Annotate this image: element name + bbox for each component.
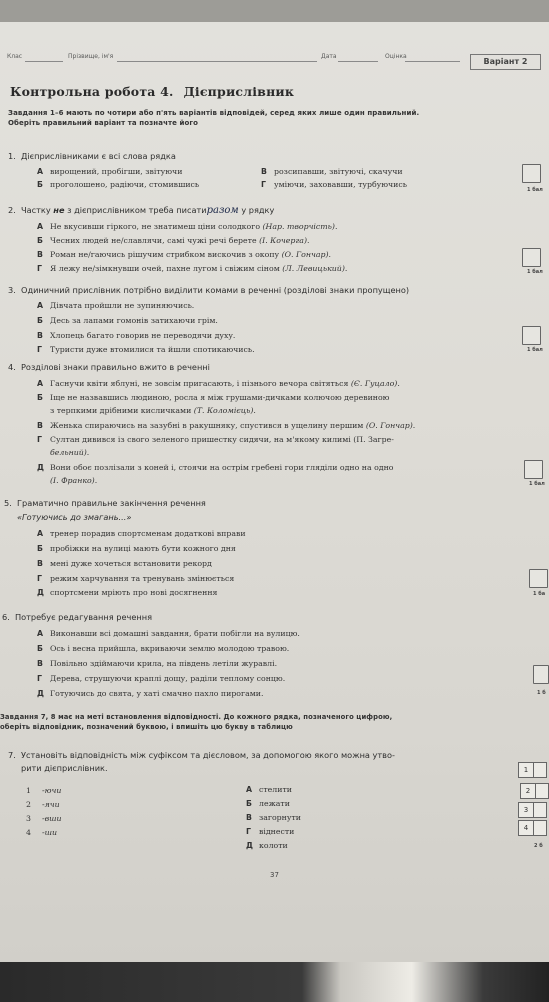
- title-topic: Дієприслівник: [183, 84, 295, 99]
- option-letter: Б: [37, 393, 43, 402]
- suffix-number: 2: [26, 800, 31, 809]
- option-2-a[interactable]: [37, 222, 337, 231]
- grid-row-4-answer[interactable]: [534, 820, 547, 836]
- instructions-7-8: [0, 712, 392, 732]
- answer-box-6[interactable]: [533, 665, 549, 684]
- option-6-g[interactable]: [37, 674, 285, 683]
- variant-badge: Варіант 2: [470, 54, 541, 70]
- verb-letter: А: [246, 785, 253, 794]
- option-4-g[interactable]: [37, 435, 394, 444]
- question-6: [2, 612, 152, 622]
- option-text: Я лежу не/зімкнувши очей, пахне лугом і свіжим сіном: [50, 264, 280, 273]
- verb-text: загорнути: [259, 813, 301, 822]
- option-letter: Г: [37, 435, 42, 444]
- answer-box-1[interactable]: [522, 164, 541, 183]
- question-text: Розділові знаки правильно вжито в реченні: [21, 362, 210, 372]
- question-text-ne: не: [53, 205, 65, 215]
- answer-box-4[interactable]: [524, 460, 543, 479]
- question-7-cont: рити дієприслівник.: [21, 763, 108, 773]
- option-letter: Г: [37, 345, 42, 354]
- option-source: (І. Кочерга).: [259, 236, 310, 245]
- page-title: [10, 84, 294, 99]
- option-text: Султан дивився із свого зеленого пришестку сидячи, на м'якому килимі (П. Загре-: [50, 435, 394, 444]
- option-letter: Д: [37, 588, 44, 597]
- option-text: Готуючись до свята, у хаті смачно пахло пирогами.: [50, 689, 264, 698]
- option-text: Не вкусивши гіркого, не знатимеш ціни солодкого: [50, 222, 261, 231]
- points-5: 1 ба: [533, 591, 546, 597]
- suffix-number: 1: [26, 786, 31, 795]
- option-text: режим харчування та тренувань змінюється: [50, 574, 235, 583]
- question-number: 2.: [8, 205, 16, 215]
- option-text: Чесних людей не/славлячи, самі чужі речі берете: [50, 236, 257, 245]
- option-4-v[interactable]: [37, 421, 415, 430]
- suffix-4: [26, 828, 57, 837]
- instruction-line: оберіть відповідник, позначений буквою, і впишіть цю букву в таблицю: [0, 723, 293, 731]
- option-text: з терпкими дрібними кисличками: [50, 406, 192, 415]
- question-5: [4, 498, 206, 508]
- verb-v: [246, 813, 301, 822]
- option-5-b[interactable]: [37, 544, 236, 553]
- class-label: Клас: [7, 53, 23, 60]
- answer-box-5[interactable]: [529, 569, 548, 588]
- option-6-a[interactable]: [37, 629, 300, 638]
- option-letter: Г: [37, 574, 42, 583]
- question-number: 7.: [8, 750, 16, 760]
- suffix-text: -ячи: [42, 800, 60, 809]
- option-source: (О. Гончар).: [365, 421, 416, 430]
- option-text: Виконавши всі домашні завдання, брати побігли на вулицю.: [50, 629, 300, 638]
- option-text: Вони обоє позлізали з коней і, стоячи на острім гребені гори гляділи одно на одно: [50, 463, 394, 472]
- question-number: 4.: [8, 362, 16, 372]
- option-letter: А: [37, 629, 44, 638]
- question-3: [8, 285, 409, 295]
- option-letter: Б: [37, 236, 43, 245]
- option-letter: В: [37, 659, 43, 668]
- option-1-g[interactable]: [261, 180, 407, 189]
- option-text: тренер порадив спортсменам додаткові вправи: [50, 529, 246, 538]
- option-letter: А: [37, 529, 44, 538]
- option-3-a[interactable]: [37, 301, 194, 310]
- option-letter: А: [37, 222, 44, 231]
- option-letter: А: [37, 301, 44, 310]
- question-text: Потребує редагування речення: [15, 612, 153, 622]
- option-source: (О. Гончар).: [281, 250, 332, 259]
- option-5-a[interactable]: [37, 529, 246, 538]
- verb-d: [246, 841, 288, 850]
- suffix-text: -ши: [42, 828, 58, 837]
- name-field[interactable]: [117, 61, 317, 62]
- question-text: Установіть відповідність між суфіксом та дієсловом, за допомогою якого можна утво-: [21, 750, 395, 760]
- option-letter: В: [37, 250, 43, 259]
- option-5-g[interactable]: [37, 574, 234, 583]
- option-text: розсипавши, звітуючі, скачучи: [274, 167, 403, 176]
- option-4-d-cont: [50, 476, 97, 485]
- option-letter: Б: [37, 544, 43, 553]
- option-letter: Б: [37, 316, 43, 325]
- suffix-number: 4: [26, 828, 31, 837]
- option-4-a[interactable]: [37, 379, 400, 388]
- option-text: Ось і весна прийшла, вкриваючи землю молодою травою.: [50, 644, 290, 653]
- option-letter: Д: [37, 463, 44, 472]
- option-3-b[interactable]: [37, 316, 218, 325]
- option-text: вирощений, пробігши, звітуючи: [50, 167, 183, 176]
- option-text: проголошено, радіючи, стомившись: [50, 180, 200, 189]
- question-5-subtext: «Готуючись до змагань...»: [17, 512, 132, 522]
- option-1-v[interactable]: [261, 167, 403, 176]
- option-text: Повільно здіймаючи крила, на південь летіли журавлі.: [50, 659, 278, 668]
- option-letter: Б: [37, 644, 43, 653]
- option-4-g-cont: [50, 448, 89, 457]
- question-1: [8, 151, 176, 161]
- option-2-b[interactable]: [37, 236, 309, 245]
- option-text: пробіжки на вулиці мають бути кожного дня: [50, 544, 236, 553]
- grid-row-4-label: 4: [518, 820, 534, 836]
- option-source: бельний).: [50, 448, 90, 457]
- option-6-b[interactable]: [37, 644, 289, 653]
- grade-field[interactable]: [405, 61, 460, 62]
- option-4-d[interactable]: [37, 463, 394, 472]
- verb-text: віднести: [259, 827, 295, 836]
- instruction-line: Завдання 1–6 мають по чотири або п'ять варіантів відповідей, серед яких лише один правильний.: [8, 109, 420, 117]
- option-letter: Г: [37, 264, 42, 273]
- grid-row-1-label: 1: [518, 762, 534, 778]
- suffix-2: [26, 800, 60, 809]
- option-letter: А: [37, 167, 44, 176]
- points-2: 1 бал: [527, 269, 543, 275]
- option-3-g[interactable]: [37, 345, 255, 354]
- option-source: (Нар. творчість).: [262, 222, 338, 231]
- question-text: Граматично правильне закінчення речення: [17, 498, 206, 508]
- grid-row-1-answer[interactable]: [534, 762, 547, 778]
- option-letter: В: [37, 331, 43, 340]
- option-text: мені дуже хочеться встановити рекорд: [50, 559, 212, 568]
- option-letter: В: [37, 559, 43, 568]
- instruction-line: Оберіть правильний варіант та позначте його: [8, 119, 199, 127]
- option-5-d[interactable]: [37, 588, 217, 597]
- grid-row-2-answer[interactable]: [536, 783, 549, 799]
- class-field[interactable]: [25, 61, 63, 62]
- page-number: 37: [270, 871, 279, 879]
- option-text: Гаснучи квіти яблуні, не зовсім пригасають, і пізнього вечора світяться: [50, 379, 349, 388]
- option-text: Іще не назвавшись людиною, росла я між грушами-дичками колючою деревиною: [50, 393, 390, 402]
- option-source: (Л. Левицький).: [282, 264, 348, 273]
- option-6-v[interactable]: [37, 659, 277, 668]
- verb-text: стелити: [259, 785, 292, 794]
- option-text: Хлопець багато говорив не переводячи духу.: [50, 331, 236, 340]
- date-label: Дата: [321, 53, 337, 60]
- points-4: 1 бал: [529, 481, 545, 487]
- question-number: 3.: [8, 285, 16, 295]
- question-4: [8, 362, 210, 372]
- points-1: 1 бал: [527, 187, 543, 193]
- option-2-g[interactable]: [37, 264, 347, 273]
- handwritten-answer: разом: [206, 205, 239, 216]
- verb-g: [246, 827, 294, 836]
- question-number: 5.: [4, 498, 12, 508]
- verb-letter: Д: [246, 841, 253, 850]
- option-6-d[interactable]: [37, 689, 263, 698]
- option-3-v[interactable]: [37, 331, 235, 340]
- verb-letter: Г: [246, 827, 251, 836]
- option-text: Туристи дуже втомилися та йшли спотикаючись.: [50, 345, 255, 354]
- verb-b: [246, 799, 290, 808]
- option-text: Роман не/гаючись рішучим стрибком вискочив з окопу: [50, 250, 280, 259]
- option-text: Женька спираючись на зазубні в ракушняку, спустився в ущелину першим: [50, 421, 364, 430]
- suffix-text: -вши: [42, 814, 62, 823]
- question-number: 1.: [8, 151, 16, 161]
- photo-background-top: [0, 0, 549, 22]
- option-letter: В: [37, 421, 43, 430]
- suffix-number: 3: [26, 814, 31, 823]
- grid-row-3-label: 3: [518, 802, 534, 818]
- option-text: уміючи, заховавши, турбуючись: [274, 180, 407, 189]
- option-5-v[interactable]: [37, 559, 212, 568]
- option-letter: Б: [37, 180, 43, 189]
- verb-a: [246, 785, 292, 794]
- option-source: (Т. Коломієць).: [193, 406, 256, 415]
- verb-text: колоти: [259, 841, 288, 850]
- verb-letter: В: [246, 813, 252, 822]
- option-letter: Г: [261, 180, 266, 189]
- verb-letter: Б: [246, 799, 252, 808]
- question-text: з дієприслівником треба писати: [64, 205, 207, 215]
- option-text: Десь за лапами гомонів затихаючи грім.: [50, 316, 218, 325]
- option-text: Дерева, струшуючи краплі дощу, раділи теплому сонцю.: [50, 674, 286, 683]
- option-1-a[interactable]: [37, 167, 182, 176]
- points-7: 2 б: [534, 843, 543, 849]
- points-6: 1 б: [537, 690, 546, 696]
- option-letter: А: [37, 379, 44, 388]
- suffix-3: [26, 814, 62, 823]
- question-text: Дієприслівниками є всі слова рядка: [21, 151, 176, 161]
- answer-box-2[interactable]: [522, 248, 541, 267]
- verb-text: лежати: [259, 799, 290, 808]
- question-text: Частку: [21, 205, 54, 215]
- option-2-v[interactable]: [37, 250, 331, 259]
- suffix-text: -ючи: [42, 786, 62, 795]
- name-label: Прізвище, ім'я: [68, 53, 114, 60]
- option-4-b[interactable]: [37, 393, 389, 402]
- points-3: 1 бал: [527, 347, 543, 353]
- grid-row-3-answer[interactable]: [534, 802, 547, 818]
- grid-row-2-label: 2: [520, 783, 536, 799]
- option-text: спортсмени мріють про нові досягнення: [50, 588, 218, 597]
- option-1-b[interactable]: [37, 180, 199, 189]
- option-letter: Д: [37, 689, 44, 698]
- date-field[interactable]: [338, 61, 378, 62]
- worksheet-page: [0, 22, 549, 962]
- question-text: у рядку: [238, 205, 275, 215]
- option-4-b-cont: [50, 406, 256, 415]
- option-text: Дівчата пройшли не зупиняючись.: [50, 301, 195, 310]
- question-number: 6.: [2, 612, 10, 622]
- option-letter: В: [261, 167, 267, 176]
- option-source: (І. Франко).: [50, 476, 98, 485]
- option-letter: Г: [37, 674, 42, 683]
- suffix-1: [26, 786, 61, 795]
- instructions-1-6: [8, 108, 419, 128]
- answer-box-3[interactable]: [522, 326, 541, 345]
- option-source: (Є. Гуцало).: [350, 379, 400, 388]
- instruction-line: Завдання 7, 8 має на меті встановлення відповідності. До кожного рядка, позначеного цифрою,: [0, 713, 393, 721]
- question-7: [8, 750, 395, 760]
- grade-label: Оцінка: [385, 53, 407, 60]
- photo-background-bottom: [0, 962, 549, 1002]
- question-text: Одиничний прислівник потрібно виділити комами в реченні (розділові знаки пропущено): [21, 285, 410, 295]
- question-2: [8, 205, 274, 216]
- title-main: Контрольна робота 4.: [10, 84, 174, 99]
